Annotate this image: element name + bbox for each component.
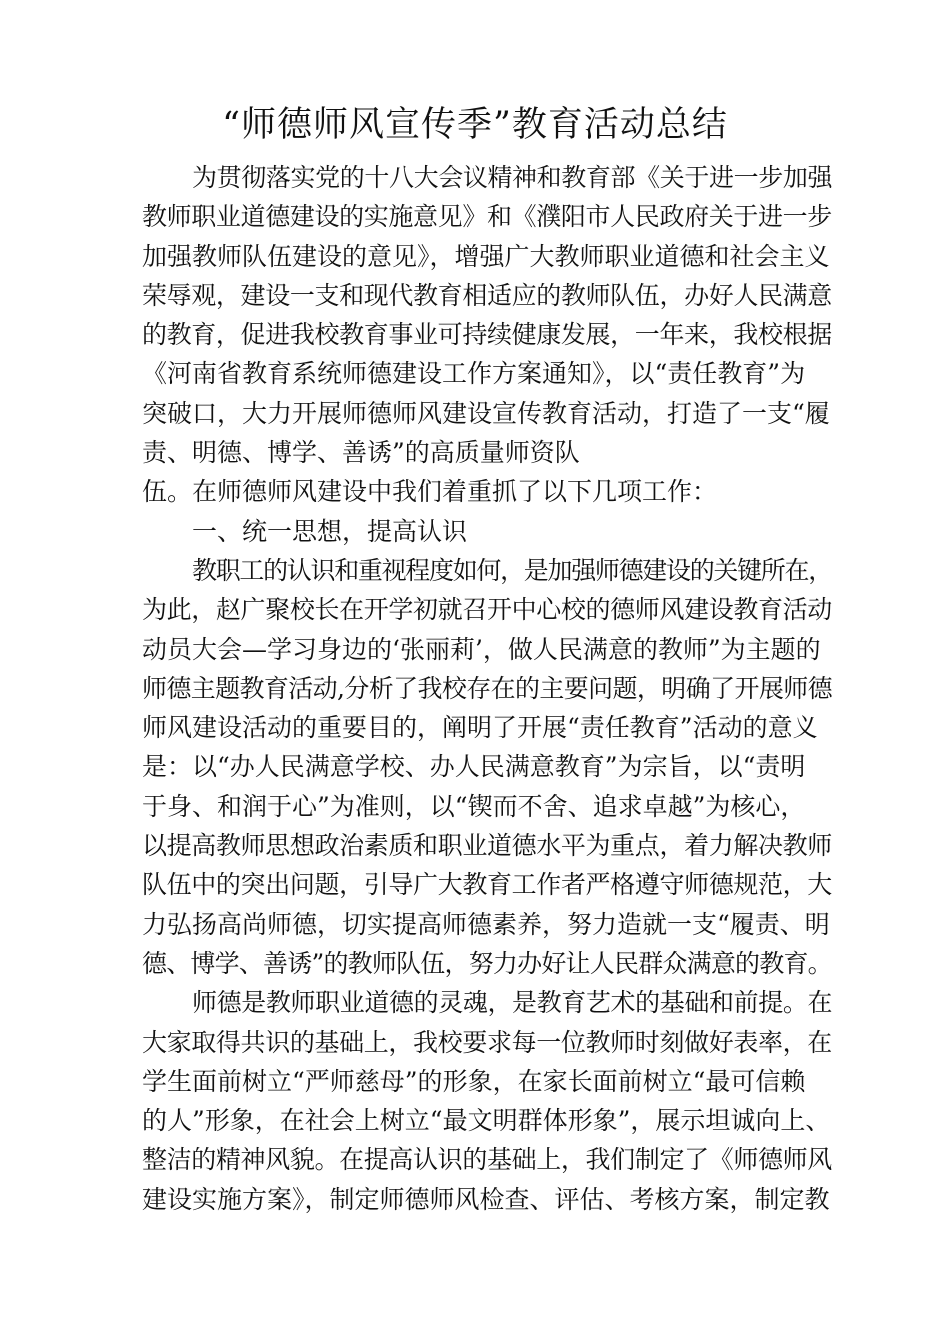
text-line: 加强教师队伍建设的意见》，增强广大教师职业道德和社会主义 [142, 241, 830, 271]
text-line: 于身、和润于心”为准则，以“锲而不舍、追求卓越”为核心， [142, 791, 806, 821]
text-line: 动员大会—学习身边的‘张丽莉’，做人民满意的教师”为主题的 [142, 634, 821, 664]
text-line: 大家取得共识的基础上，我校要求每一位教师时刻做好表率，在 [142, 1027, 832, 1057]
text-line: 责、明德、博学、善诱”的高质量师资队 [142, 438, 580, 468]
text-line: 队伍中的突出问题，引导广大教育工作者严格遵守师德规范，大 [142, 870, 832, 900]
text-line: 师德主题教育活动,分析了我校存在的主要问题，明确了开展师德 [142, 673, 832, 703]
text-line: 德、博学、善诱”的教师队伍，努力办好让人民群众满意的教育。 [142, 948, 832, 978]
text-line: 是：以“办人民满意学校、办人民满意教育”为宗旨，以“责明 [142, 752, 806, 782]
text-line: 力弘扬高尚师德，切实提高师德素养，努力造就一支“履责、明 [142, 909, 830, 939]
text-line: 为贯彻落实党的十八大会议精神和教育部《关于进一步加强 [192, 163, 833, 192]
text-line: 教职工的认识和重视程度如何，是加强师德建设的关键所在， [192, 555, 832, 585]
text-line: 《河南省教育系统师德建设工作方案通知》，以“责任教育”为 [142, 359, 806, 389]
text-line: 的教育，促进我校教育事业可持续健康发展，一年来，我校根据 [142, 320, 832, 350]
text-line: 整洁的精神风貌。在提高认识的基础上，我们制定了《师德师风 [142, 1145, 832, 1175]
text-line: 师风建设活动的重要目的，阐明了开展“责任教育”活动的意义 [142, 713, 818, 743]
text-line: 建设实施方案》，制定师德师风检查、评估、考核方案，制定教 [142, 1184, 830, 1214]
document-body [142, 158, 832, 1219]
text-line: 以提高教师思想政治素质和职业道德水平为重点，着力解决教师 [142, 831, 832, 861]
text-line: 突破口，大力开展师德师风建设宣传教育活动，打造了一支“履 [142, 398, 830, 428]
text-line: 一、统一思想，提高认识 [192, 516, 468, 546]
text-line: 伍。在师德师风建设中我们着重抓了以下几项工作： [142, 477, 718, 507]
text-line: 的人”形象，在社会上树立“最文明群体形象”，展示坦诚向上、 [142, 1106, 831, 1136]
text-line: 荣辱观，建设一支和现代教育相适应的教师队伍，办好人民满意 [142, 280, 832, 310]
text-line: 学生面前树立“严师慈母”的形象，在家长面前树立“最可信赖 [142, 1066, 806, 1096]
text-line: 为此，赵广聚校长在开学初就召开中心校的德师风建设教育活动 [142, 595, 832, 625]
document-title: “师德师风宣传季”教育活动总结 [222, 105, 728, 145]
text-line: 教师职业道德建设的实施意见》和《濮阳市人民政府关于进一步 [142, 202, 832, 232]
text-line: 师德是教师职业道德的灵魂，是教育艺术的基础和前提。在 [192, 988, 833, 1018]
